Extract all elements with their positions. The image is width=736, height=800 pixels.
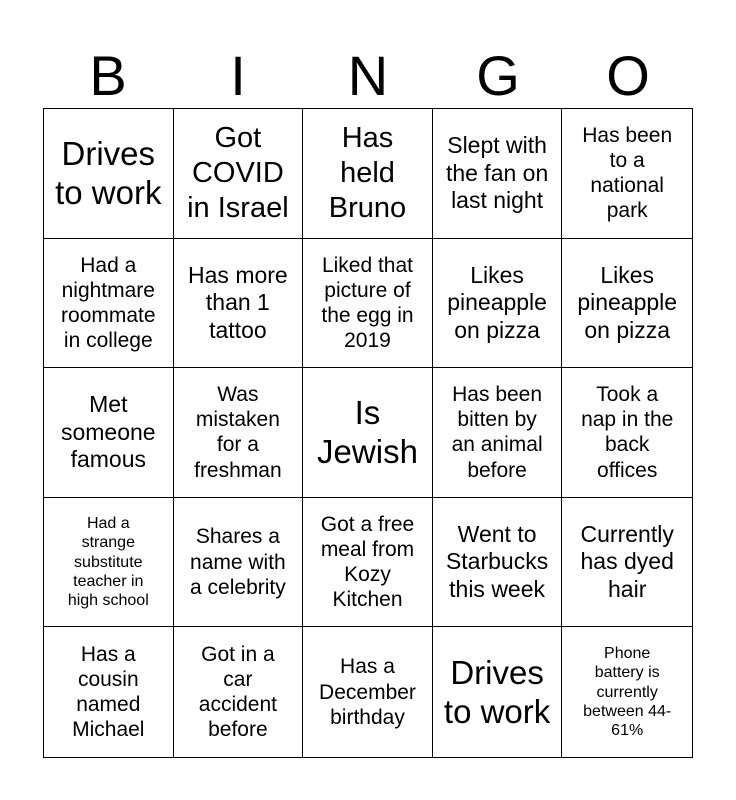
bingo-cell-r1-c1[interactable] (44, 109, 174, 239)
bingo-cell-text: Liked that picture of the egg in 2019 (321, 253, 414, 353)
bingo-cell-r5-c1[interactable] (44, 627, 174, 757)
bingo-cell-text: Likes pineapple on pizza (447, 261, 547, 343)
bingo-cell-r3-c4[interactable] (433, 368, 563, 498)
bingo-cell-r3-c2[interactable] (174, 368, 304, 498)
bingo-cell-text: Has a December birthday (319, 655, 416, 729)
bingo-cell-r2-c3[interactable] (303, 239, 433, 369)
bingo-cell-r4-c5[interactable] (562, 498, 692, 628)
bingo-cell-r4-c4[interactable] (433, 498, 563, 628)
bingo-cell-text: Has a cousin named Michael (72, 642, 145, 742)
bingo-cell-r4-c1[interactable] (44, 498, 174, 628)
bingo-cell-r2-c1[interactable] (44, 239, 174, 369)
bingo-cell-text: Phone battery is currently between 44- 61% (583, 645, 672, 739)
bingo-cell-text: Was mistaken for a freshman (194, 383, 282, 482)
bingo-cell-text: Shares a name with a celebrity (190, 525, 286, 599)
bingo-cell-r4-c2[interactable] (174, 498, 304, 628)
bingo-cell-r1-c2[interactable] (174, 109, 304, 239)
bingo-cell-r2-c2[interactable] (174, 239, 304, 369)
bingo-cell-text: Likes pineapple on pizza (577, 261, 678, 343)
bingo-cell-text: Went to Starbucks this week (445, 520, 549, 602)
bingo-cell-r3-c5[interactable] (562, 368, 692, 498)
header-letter-i: I (230, 44, 246, 107)
bingo-cell-text: Drives to work (443, 653, 551, 731)
bingo-cell-r3-c1[interactable] (44, 368, 174, 498)
bingo-cell-r2-c5[interactable] (562, 239, 692, 369)
bingo-cell-r5-c3[interactable] (303, 627, 433, 757)
bingo-cell-text: Had a strange substitute teacher in high school (67, 515, 149, 609)
bingo-cell-text: Got COVID in Israel (187, 122, 289, 224)
bingo-cell-text: Got a free meal from Kozy Kitchen (320, 512, 415, 612)
bingo-cell-r5-c5[interactable] (562, 627, 692, 757)
bingo-cell-r5-c2[interactable] (174, 627, 304, 757)
header-letter-o: O (606, 44, 650, 107)
bingo-cell-text: Drives to work (55, 134, 162, 212)
bingo-cell-r1-c3[interactable] (303, 109, 433, 239)
header-letter-b: B (89, 44, 127, 107)
bingo-header (43, 44, 693, 108)
bingo-cell-text: Is Jewish (317, 393, 418, 471)
bingo-card (43, 108, 693, 758)
bingo-cell-text: Slept with the fan on last night (445, 131, 549, 214)
bingo-cell-text: Met someone famous (60, 391, 156, 473)
bingo-cell-text: Has been bitten by an animal before (451, 383, 543, 482)
bingo-cell-r2-c4[interactable] (433, 239, 563, 369)
bingo-cell-text: Has held Bruno (328, 122, 407, 224)
bingo-cell-text: Had a nightmare roommate in college (61, 253, 156, 353)
header-letter-g: G (476, 44, 520, 107)
bingo-cell-r1-c4[interactable] (433, 109, 563, 239)
bingo-cell-text: Currently has dyed hair (580, 520, 674, 602)
bingo-cell-text: Took a nap in the back offices (581, 383, 674, 482)
bingo-cell-text: Has been to a national park (582, 123, 673, 223)
bingo-cell-r1-c5[interactable] (562, 109, 692, 239)
bingo-cell-text: Has more than 1 tattoo (188, 261, 288, 343)
bingo-cell-r3-c3[interactable] (303, 368, 433, 498)
bingo-cell-r4-c3[interactable] (303, 498, 433, 628)
bingo-cell-r5-c4[interactable] (433, 627, 563, 757)
header-letter-n: N (347, 44, 389, 107)
bingo-cell-text: Got in a car accident before (198, 642, 277, 742)
